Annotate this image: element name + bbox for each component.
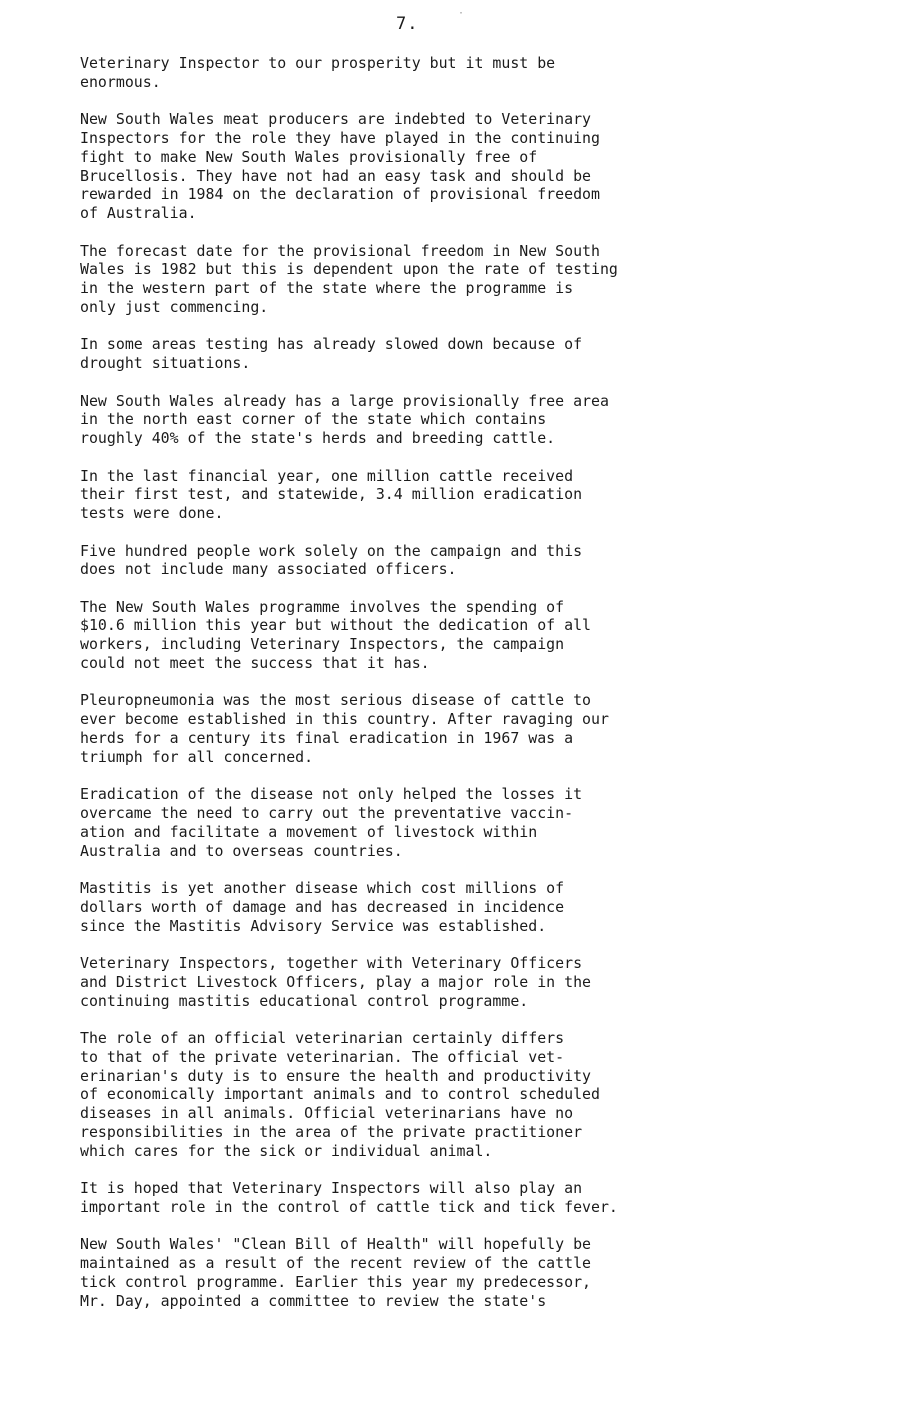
- paragraph: Five hundred people work solely on the campaign and this does not include many associated officers.: [80, 541, 583, 579]
- paragraph: Pleuropneumonia was the most serious disease of cattle to ever become established in this country. After ravaging our herds for a century its final eradication in 1967 was a triumph for all concerned.: [80, 691, 609, 766]
- document-body: [80, 54, 870, 1329]
- paragraph: New South Wales meat producers are indebted to Veterinary Inspectors for the role they have played in the continuing fight to make New South Wales provisionally free of Brucellosis. They have not had an easy task and should be rewarded in 1984 on the declaration of provisional freedom of Australia.: [80, 110, 600, 223]
- paragraph: In the last financial year, one million cattle received their first test, and statewide, 3.4 million eradication tests were done.: [80, 466, 583, 523]
- paragraph: Mastitis is yet another disease which cost millions of dollars worth of damage and has decreased in incidence since the Mastitis Advisory Service was established.: [80, 879, 565, 935]
- paragraph: Veterinary Inspector to our prosperity but it must be enormous.: [80, 54, 556, 91]
- paragraph: It is hoped that Veterinary Inspectors will also play an important role in the control of cattle tick and tick fever.: [80, 1179, 618, 1216]
- paragraph: The New South Wales programme involves the spending of $10.6 million this year but without the dedication of all workers, including Veterinary Inspectors, the campaign could not meet the success that it has.: [80, 597, 592, 673]
- paragraph: New South Wales already has a large provisionally free area in the north east corner of the state which contains roughly 40% of the state's herds and breeding cattle.: [80, 391, 609, 448]
- paragraph: Veterinary Inspectors, together with Veterinary Officers and District Livestock Officers, play a major role in the continuing mastitis educational control programme.: [80, 954, 592, 1010]
- paragraph: Eradication of the disease not only helped the losses it overcame the need to carry out the preventative vaccin- ation and facilitate a movement of livestock within Australia and to overseas countries.: [80, 785, 583, 860]
- paragraph: New South Wales' "Clean Bill of Health" will hopefully be maintained as a result of the recent review of the cattle tick control programme. Earlier this year my predecessor, Mr. Day, appointed a committee to review the state's: [80, 1235, 592, 1310]
- scan-speck: ·: [458, 8, 465, 19]
- paragraph: In some areas testing has already slowed down because of drought situations.: [80, 335, 583, 373]
- paragraph: The forecast date for the provisional freedom in New South Wales is 1982 but this is dependent upon the rate of testing in the western part of the state where the programme is only just commencing.: [80, 241, 618, 316]
- paragraph: The role of an official veterinarian certainly differs to that of the private veterinarian. The official vet- erinarian's duty is to ensure the health and productivity of economically important animals and to control scheduled diseases in all animals. Official veterinarians have no responsibilities in the area of the private practitioner which cares for the sick or individual animal.: [80, 1029, 600, 1160]
- page-number: 7.: [396, 14, 419, 34]
